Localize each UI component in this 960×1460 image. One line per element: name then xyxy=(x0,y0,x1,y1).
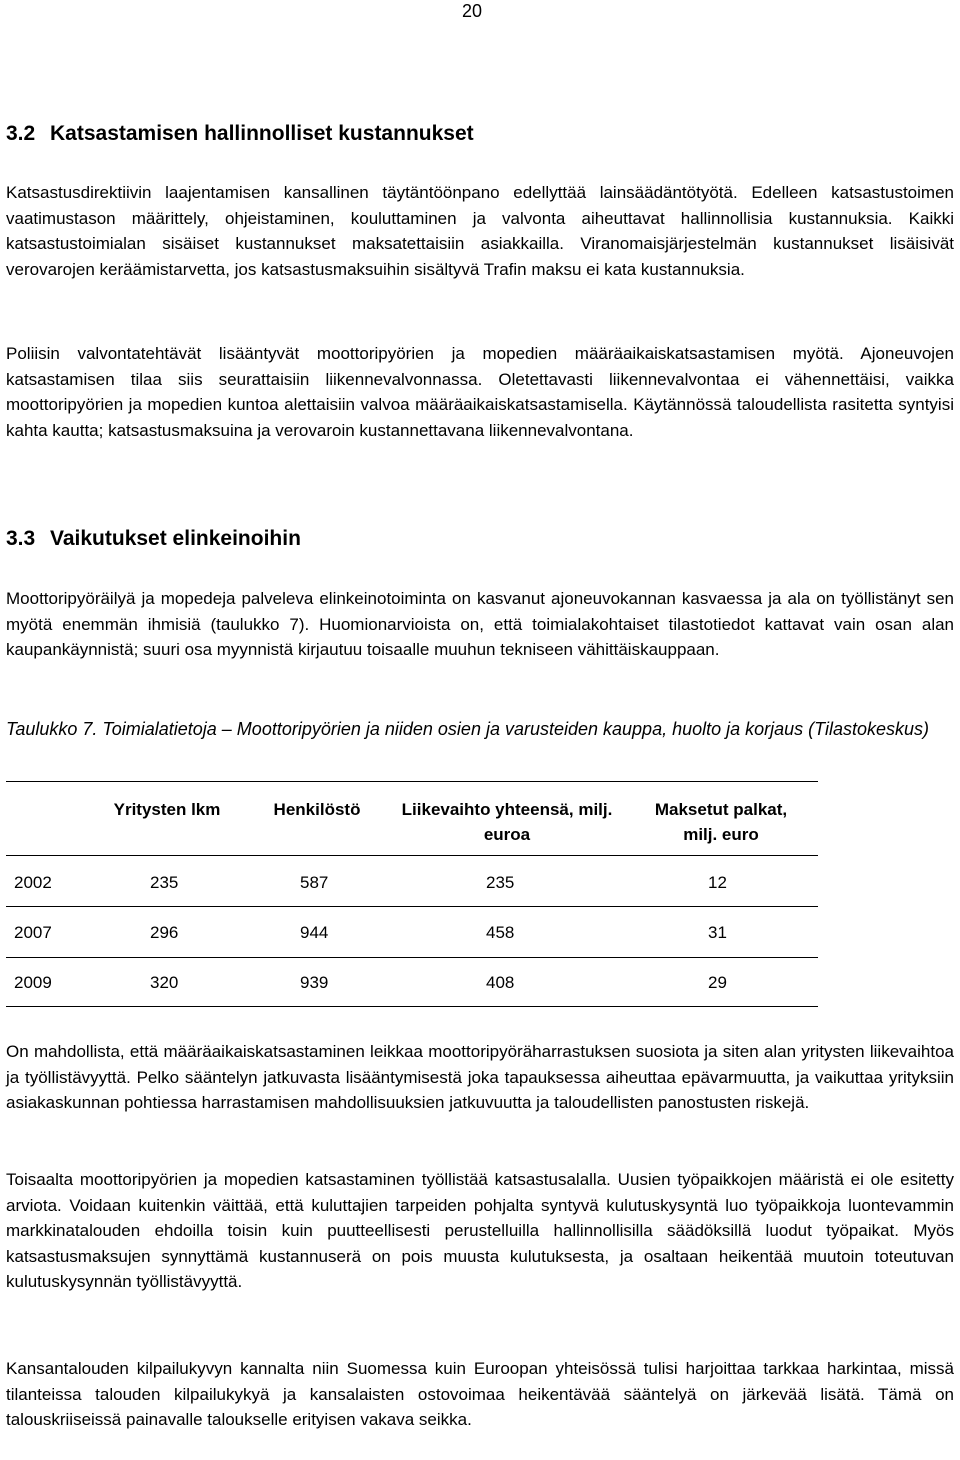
section-title: Katsastamisen hallinnolliset kustannukset xyxy=(50,122,474,145)
paragraph: Moottoripyöräilyä ja mopedeja palveleva elinkeinotoiminta on kasvanut ajoneuvokannan kasvaessa ja ala on työllistänyt sen myötä enemmän ihmisiä (taulukko 7). Huomionarvioista on, että toimialakohtaiset tilastotiedot kattavat vain osan alan kaupankäynnistä; suuri osa myynnistä kirjautuu toisaalle muuhun tekniseen vähittäiskauppaan. xyxy=(6,589,954,659)
column-header: Liikevaihto yhteensä, milj. euroa xyxy=(401,800,613,844)
paragraph: Katsastusdirektiivin laajentamisen kansallinen täytäntöönpano edellyttää lainsäädäntötyötä. Edelleen katsastustoimen vaatimustason määrittely, ohjeistaminen, kouluttaminen ja valvonta aiheuttavat hallinnollisia kustannuksia. Kaikki katsastustoimialan sisäiset kustannukset maksatettaisiin asiakkailla. Viranomaisjärjestelmän kustannukset lisäisivät verovarojen keräämistarvetta, jos katsastusmaksuihin sisältyvä Trafin maksu ei kata kustannuksia. xyxy=(6,183,954,279)
table-cell: 2007 xyxy=(14,923,52,942)
table-cell: 587 xyxy=(300,873,329,892)
section-heading-3-2 xyxy=(6,121,474,147)
page-number: 20 xyxy=(462,1,483,21)
table-cell: 29 xyxy=(708,973,727,992)
table-cell: 939 xyxy=(300,973,329,992)
table-cell: 31 xyxy=(708,923,727,942)
table-row-rule xyxy=(6,906,818,907)
table-cell: 2009 xyxy=(14,973,52,992)
column-header: Yritysten lkm xyxy=(113,800,221,819)
paragraph: Poliisin valvontatehtävät lisääntyvät moottoripyörien ja mopedien määräaikaiskatsastamisen myötä. Ajoneuvojen katsastamisen tilaa siis seurattaisiin liikennevalvonnassa. Oletettavasti liikennevalvontaa ei vähennettäisi, vaikka moottoripyörien ja mopedien kuntoa alettaisiin valvoa määräaikaiskatsastamisella. Käytännössä taloudellista rasitetta syntyisi kahta kautta; katsastusmaksuina ja verovaroin kustannettavana liikennevalvontana. xyxy=(6,344,954,440)
table-cell: 2002 xyxy=(14,873,52,892)
table-cell: 944 xyxy=(300,923,329,942)
column-header: Maksetut palkat, milj. euro xyxy=(654,800,788,844)
table-row-rule xyxy=(6,957,818,958)
paragraph: Kansantalouden kilpailukyvyn kannalta niin Suomessa kuin Euroopan yhteisössä tulisi harjoittaa tarkkaa harkintaa, missä tilanteissa talouden kilpailukykyä ja kansalaisten ostovoimaa heikentävää sääntelyä on järkevää lisätä. Tämä on talouskriiseissä painavalle taloukselle erityisen vakava seikka. xyxy=(6,1359,954,1429)
table-cell: 12 xyxy=(708,873,727,892)
table-cell: 235 xyxy=(486,873,515,892)
column-header: Henkilöstö xyxy=(273,800,361,819)
section-title: Vaikutukset elinkeinoihin xyxy=(50,527,301,550)
table-cell: 235 xyxy=(150,873,179,892)
table-cell: 296 xyxy=(150,923,179,942)
table-cell: 458 xyxy=(486,923,515,942)
section-heading-3-3 xyxy=(6,526,301,552)
table-top-rule xyxy=(6,781,818,782)
section-number: 3.2 xyxy=(6,122,36,145)
table-caption: Taulukko 7. Toimialatietoja – Moottoripyörien ja niiden osien ja varusteiden kauppa, huolto ja korjaus (Tilastokeskus) xyxy=(6,719,930,739)
section-number: 3.3 xyxy=(6,527,36,550)
table-header-rule xyxy=(6,855,818,856)
table-cell: 320 xyxy=(150,973,179,992)
table-cell: 408 xyxy=(486,973,515,992)
data-table xyxy=(6,781,818,1016)
table-bottom-rule xyxy=(6,1006,818,1007)
paragraph: Toisaalta moottoripyörien ja mopedien katsastaminen työllistää katsastusalalla. Uusien työpaikkojen määristä ei ole esitetty arviota. Voidaan kuitenkin väittää, että kuluttajien tarpeiden pohjalta syntyvä kulutuskysyntä luo työpaikkoja luontevammin markkinatalouden ehdoilla toisin kuin puutteellisesti perustelluilla hallinnollisilla säädöksillä luodut työpaikat. Myös katsastusmaksujen synnyttämä kustannuserä on pois muusta kulutuksesta, ja osaltaan heikentää muutoin toteutuvan kulutuskysynnän työllistävyyttä. xyxy=(6,1170,954,1291)
paragraph: On mahdollista, että määräaikaiskatsastaminen leikkaa moottoripyöräharrastuksen suosiota ja siten alan yritysten liikevaihtoa ja työllistävyyttä. Pelko sääntelyn jatkuvasta lisääntymisestä joka tapauksessa aiheuttaa epävarmuutta, ja vaikuttaa yrityksiin asiakaskunnan pohtiessa harrastamisen mahdollisuuksien jatkuvuutta ja taloudellisten panostusten riskejä. xyxy=(6,1042,954,1112)
